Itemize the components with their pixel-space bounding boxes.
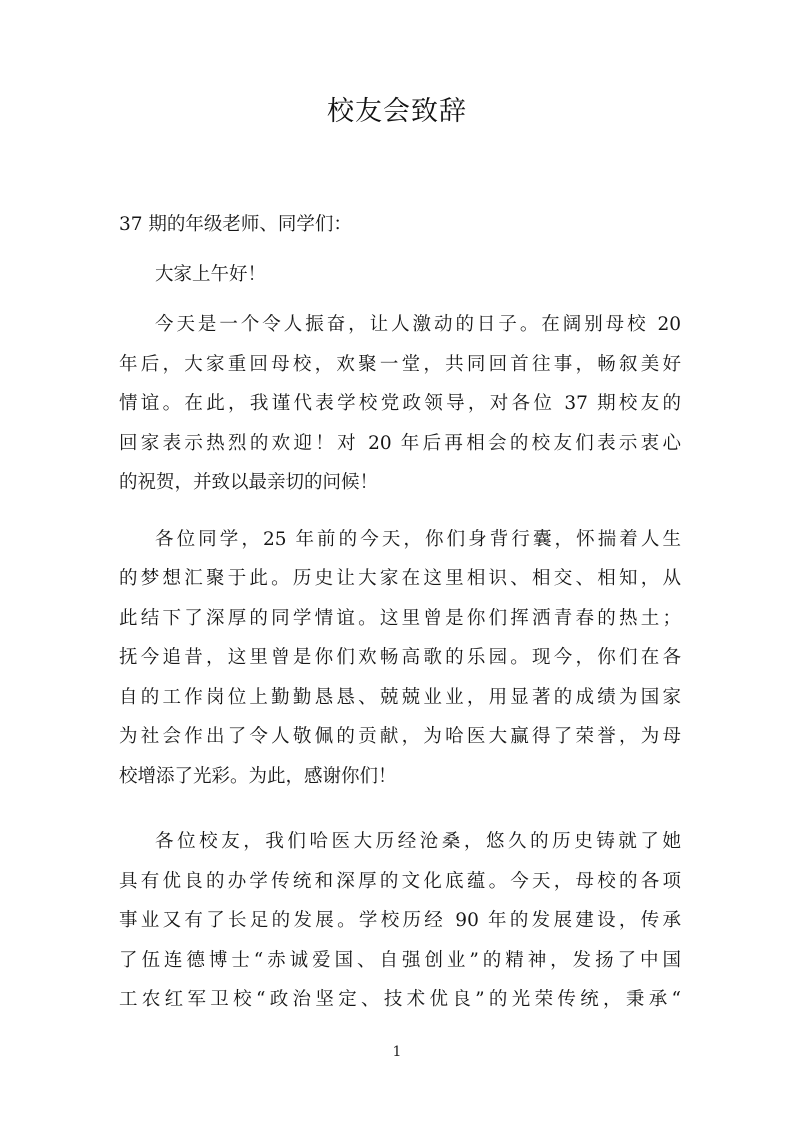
paragraph-1-line: 回家表示热烈的欢迎！对 20 年后再相会的校友们表示衷心: [119, 433, 681, 454]
paragraph-2-line: 自的工作岗位上勤勤恳恳、兢兢业业，用显著的成绩为国家: [119, 687, 681, 708]
paragraph-2-line: 此结下了深厚的同学情谊。这里曾是你们挥洒青春的热土；: [119, 608, 681, 629]
paragraph-2-line: 校增添了光彩。为此，感谢你们！: [119, 766, 397, 787]
paragraph-2-line: 抚今追昔，这里曾是你们欢畅高歌的乐园。现今，你们在各: [119, 647, 681, 668]
paragraph-1-line: 的祝贺，并致以最亲切的问候！: [119, 472, 379, 493]
page-number: 1: [392, 1044, 402, 1060]
paragraph-2-line: 为社会作出了令人敬佩的贡献，为哈医大赢得了荣誉，为母: [119, 726, 681, 747]
paragraph-3-line: 具有优良的办学传统和深厚的文化底蕴。今天，母校的各项: [119, 871, 681, 892]
paragraph-3-line: 各位校友，我们哈医大历经沧桑，悠久的历史铸就了她: [155, 831, 681, 852]
document-title: 校友会致辞: [327, 96, 467, 127]
paragraph-3-line: 事业又有了长足的发展。学校历经 90 年的发展建设，传承: [119, 910, 681, 931]
paragraph-3-line: 工农红军卫校“政治坚定、技术优良”的光荣传统，秉承“: [119, 989, 681, 1010]
paragraph-2-line: 的梦想汇聚于此。历史让大家在这里相识、相交、相知，从: [119, 568, 681, 589]
paragraph-2-line: 各位同学，25 年前的今天，你们身背行囊，怀揣着人生: [155, 529, 681, 550]
salutation: 37 期的年级老师、同学们：: [119, 214, 352, 235]
paragraph-1-line: 今天是一个令人振奋，让人激动的日子。在阔别母校 20: [155, 314, 681, 335]
paragraph-1-line: 情谊。在此，我谨代表学校党政领导，对各位 37 期校友的: [119, 393, 681, 414]
greeting: 大家上午好！: [155, 264, 267, 285]
paragraph-1-line: 年后，大家重回母校，欢聚一堂，共同回首往事，畅叙美好: [119, 354, 681, 375]
paragraph-3-line: 了伍连德博士“赤诚爱国、自强创业”的精神，发扬了中国: [119, 950, 681, 971]
